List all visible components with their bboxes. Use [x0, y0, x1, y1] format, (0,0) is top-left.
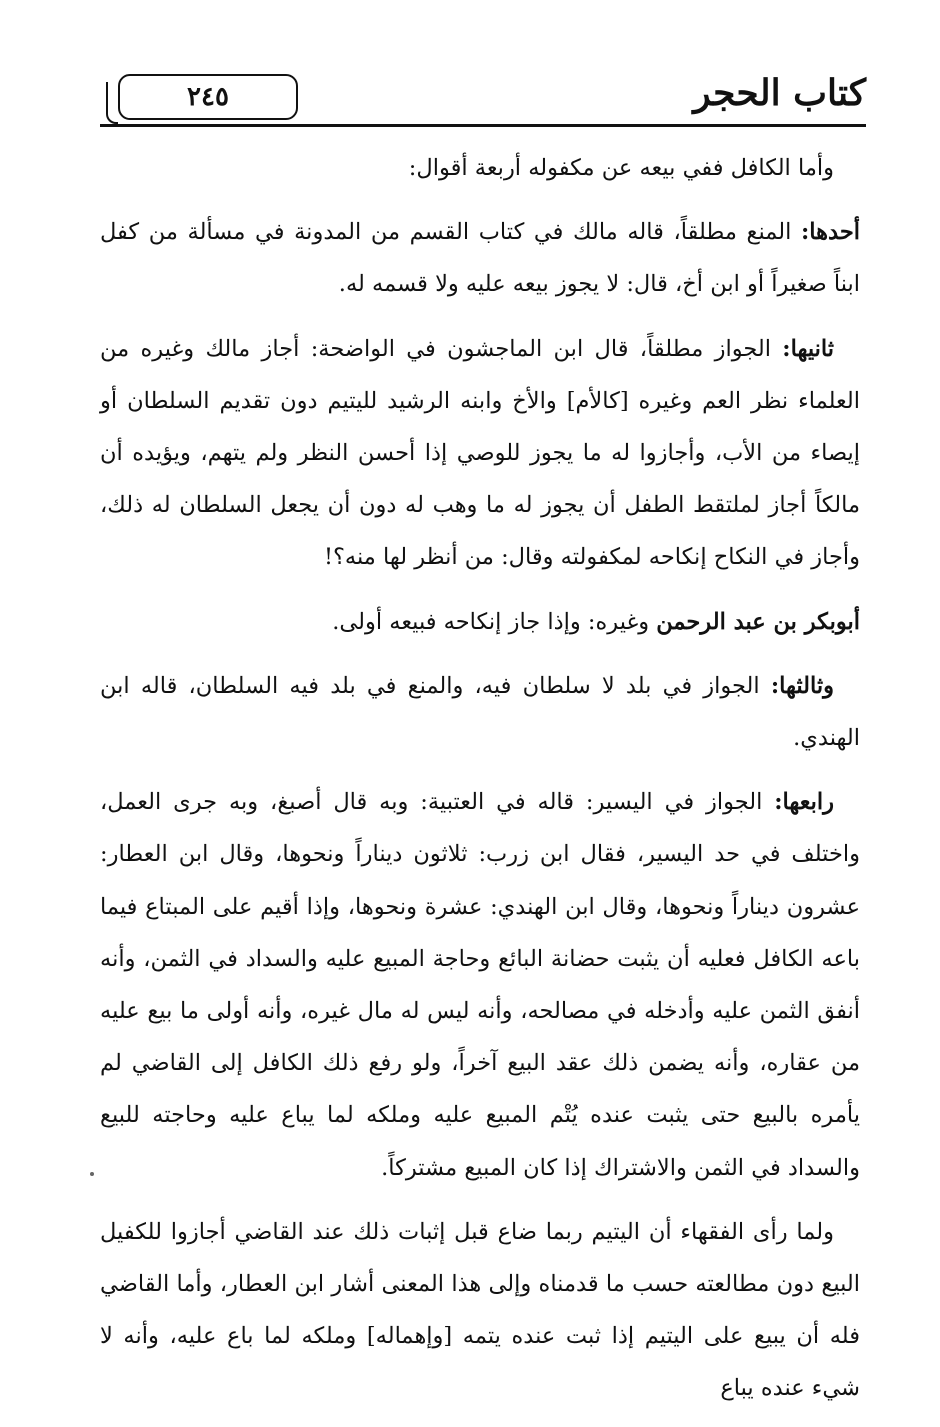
paragraph-first-opinion [100, 206, 860, 310]
paragraph-text: الجواز مطلقاً، قال ابن الماجشون في الواضحة: أجاز مالك وغيره من العلماء نظر العم وغيره [كالأم] والأخ وابنه الرشيد لليتيم دون تقديم السلطان أو إيصاء من الأب، وأجازوا له ما يجوز للوصي إذا أحسن النظر ولم يتهم، ويؤيده أن مالكاً أجاز لملتقط الطفل أن يجوز له ما وهب له دون أن يجعل السلطان له ذلك، وأجاز في النكاح إنكاحه لمكفولته وقال: من أنظر لها منه؟! [100, 335, 860, 571]
paragraph-text: المنع مطلقاً، قاله مالك في كتاب القسم من المدونة في مسألة من كفل ابناً صغيراً أو ابن أخ، قال: لا يجوز بيعه عليه ولا قسمه له. [100, 219, 860, 298]
chapter-title: كتاب الحجر [693, 72, 866, 114]
body-text [100, 142, 860, 1427]
paragraph-text: ولما رأى الفقهاء أن اليتيم ربما ضاع قبل إثبات ذلك عند القاضي أجازوا للكفيل البيع دون مطالعته حسب ما قدمناه وإلى هذا المعنى أشار ابن العطار، وأما القاضي فله أن يبيع على اليتيم إذا ثبت عنده يتمه [وإهماله] وملكه لما باع عليه، وأنه لا شيء عنده يباع [100, 1218, 860, 1402]
paragraph-lead: وثالثها: [770, 672, 834, 699]
paragraph-closing [100, 1206, 860, 1415]
page-header [96, 68, 866, 132]
paragraph-lead: رابعها: [774, 789, 834, 816]
margin-mark [90, 1172, 94, 1176]
paragraph-second-opinion [100, 323, 860, 584]
page-number: ٢٤٥ [118, 74, 298, 120]
header-rule [100, 124, 866, 127]
paragraph-text: الجواز في اليسير: قاله في العتبية: وبه قال أصبغ، وبه جرى العمل، واختلف في حد اليسير، فقال ابن زرب: ثلاثون ديناراً ونحوها، وقال ابن العطار: عشرون ديناراً ونحوها، وقال ابن الهندي: عشرة ونحوها، وإذا أقيم على المبتاع فيما باعه الكافل فعليه أن يثبت حضانة البائع وحاجة المبيع عليه والسداد في الثمن، وأنه أنفق الثمن عليه وأدخله في مصالحه، وأنه ليس له مال غيره، وأنه أولى ما بيع عليه من عقاره، وأنه يضمن ذلك عقد البيع آخراً، ولو رفع ذلك الكافل إلى القاضي لم يأمره بالبيع حتى يثبت عنده يُتْم المبيع عليه وملكه لما يباع عليه وحاجته للبيع والسداد في الثمن والاشتراك إذا كان المبيع مشتركاً. [100, 789, 860, 1181]
paragraph-text: وأما الكافل ففي بيعه عن مكفوله أربعة أقوال: [408, 155, 834, 181]
paragraph-lead: أحدها: [801, 219, 860, 246]
paragraph-lead: ثانيها: [782, 335, 834, 362]
paragraph-intro [100, 142, 860, 194]
paragraph-third-opinion [100, 660, 860, 764]
paragraph-abu-bakr [100, 596, 860, 648]
paragraph-lead: أبوبكر بن عبد الرحمن [656, 608, 860, 635]
paragraph-text: الجواز في بلد لا سلطان فيه، والمنع في بلد فيه السلطان، قاله ابن الهندي. [100, 672, 860, 752]
paragraph-text: وغيره: وإذا جاز إنكاحه فبيعه أولى. [332, 608, 657, 635]
paragraph-fourth-opinion [100, 776, 860, 1194]
